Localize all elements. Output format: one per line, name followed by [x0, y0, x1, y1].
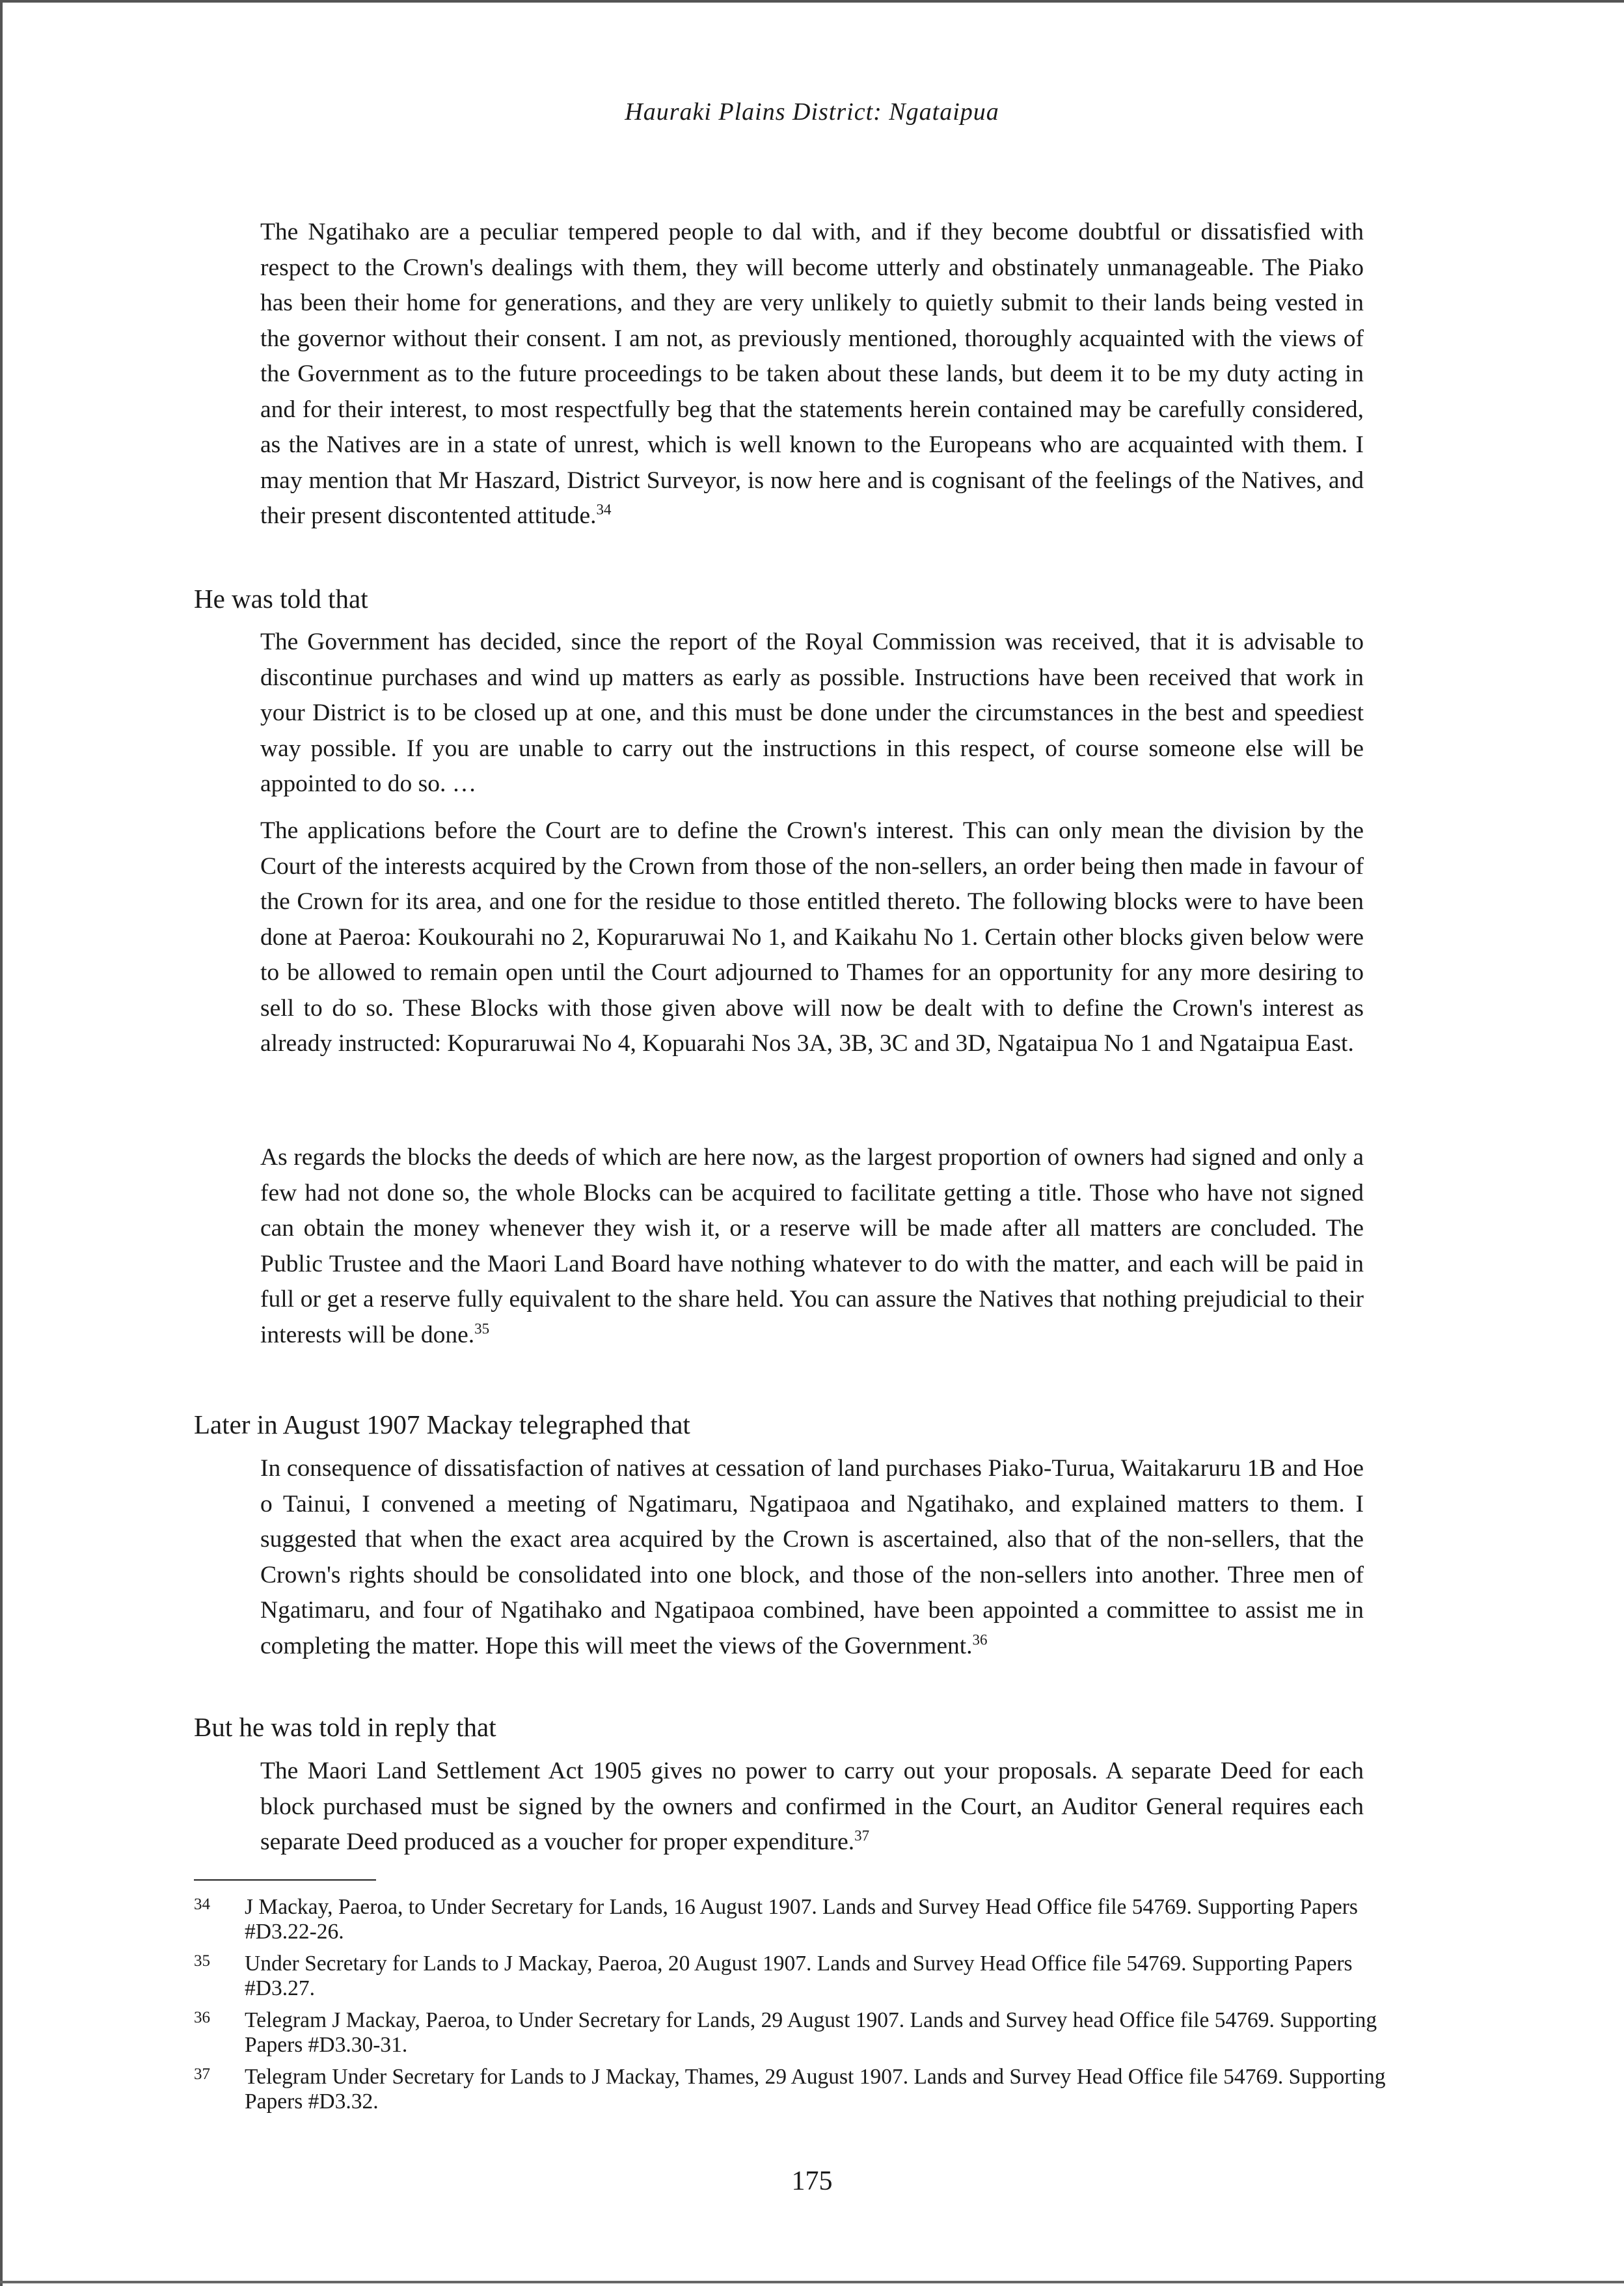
page-number: 175	[791, 2166, 833, 2196]
block-quote-4-text: The Maori Land Settlement Act 1905 gives no power to carry out your proposals. A separate Deed for each block purchased must be signed by the owners and confirmed in the Court, an Auditor General requires each separate Deed produced as a voucher for proper expenditure.	[260, 1758, 1364, 1855]
block-quote-3-text: In consequence of dissatisfaction of natives at cessation of land purchases Piako-Turua, Waitakaruru 1B and Hoe o Tainui, I convened a meeting of Ngatimaru, Ngatipaoa and Ngatihako, and explained matters to them. I suggested that when the exact area acquired by the Crown is ascertained, also that of the non-sellers, that the Crown's rights should be consolidated into one block, and those of the non-sellers into another. Three men of Ngatimaru, and four of Ngatihako and Ngatipaoa combined, have been appointed a committee to assist me in completing the matter. Hope this will meet the views of the Government.	[260, 1455, 1364, 1659]
footnote-number: 35	[194, 1952, 210, 1970]
footnote-number: 37	[194, 2065, 210, 2083]
block-quote-1	[260, 215, 1364, 534]
footnote-text: Under Secretary for Lands to J Mackay, Paeroa, 20 August 1907. Lands and Survey Head Office file 54769. Supporting Papers #D3.27.	[245, 1952, 1353, 2000]
block-quote-4	[260, 1754, 1364, 1860]
scan-edge-bottom	[0, 2281, 1624, 2283]
footnote-ref-37[interactable]: 37	[854, 1827, 870, 1844]
block-quote-2a	[260, 625, 1364, 802]
lead-in-1: He was told that	[194, 584, 368, 614]
scan-edge-top	[0, 0, 1624, 3]
running-head: Hauraki Plains District: Ngataipua	[625, 98, 999, 126]
footnote-text: Telegram J Mackay, Paeroa, to Under Secretary for Lands, 29 August 1907. Lands and Survey head Office file 54769. Supporting Papers #D3.30-31.	[245, 2008, 1377, 2057]
footnote-ref-36[interactable]: 36	[972, 1631, 988, 1648]
footnote-text: J Mackay, Paeroa, to Under Secretary for Lands, 16 August 1907. Lands and Survey Head Office file 54769. Supporting Papers #D3.22-26.	[245, 1895, 1358, 1944]
footnote-number: 34	[194, 1896, 210, 1913]
block-quote-3	[260, 1451, 1364, 1664]
block-quote-2c-text: As regards the blocks the deeds of which are here now, as the largest proportion of owners had signed and only a few had not done so, the whole Blocks can be acquired to facilitate getting a title. Those who have not signed can obtain the money whenever they wish it, or a reserve will be made after all matters are concluded. The Public Trustee and the Maori Land Board have nothing whatever to do with the matter, and each will be paid in full or get a reserve fully equivalent to the share held. You can assure the Natives that nothing prejudicial to their interests will be done.	[260, 1144, 1364, 1348]
lead-in-2: Later in August 1907 Mackay telegraphed that	[194, 1409, 690, 1439]
footnote-text: Telegram Under Secretary for Lands to J Mackay, Thames, 29 August 1907. Lands and Survey Head Office file 54769. Supporting Papers #D3.32.	[245, 2065, 1386, 2114]
block-quote-2a-text: The Government has decided, since the report of the Royal Commission was received, that it is advisable to discontinue purchases and wind up matters as early as possible. Instructions have been received that work in your District is to be closed up at one, and this must be done under the circumstances in the best and speediest way possible. If you are unable to carry out the instructions in this respect, of course someone else will be appointed to do so. …	[260, 629, 1364, 797]
lead-in-3: But he was told in reply that	[194, 1712, 496, 1742]
scan-edge-left	[0, 0, 3, 2286]
footnote-ref-35[interactable]: 35	[474, 1320, 490, 1337]
footnote-divider	[194, 1879, 376, 1881]
block-quote-2b-text: The applications before the Court are to define the Crown's interest. This can only mean the division by the Court of the interests acquired by the Crown from those of the non-sellers, an order being then made in favour of the Crown for its area, and one for the residue to those entitled thereto. The following blocks were to have been done at Paeroa: Koukourahi no 2, Kopuraruwai No 1, and Kaikahu No 1. Certain other blocks given below were to be allowed to remain open until the Court adjourned to Thames for an opportunity for any more desiring to sell to do so. These Blocks with those given above will now be dealt with to define the Crown's interest as already instructed: Kopuraruwai No 4, Kopuarahi Nos 3A, 3B, 3C and 3D, Ngataipua No 1 and Ngataipua East.	[260, 817, 1364, 1057]
block-quote-2c	[260, 1140, 1364, 1353]
footnote-number: 36	[194, 2009, 210, 2026]
block-quote-1-text: The Ngatihako are a peculiar tempered people to dal with, and if they become doubtful or dissatisfied with respect to the Crown's dealings with them, they will become utterly and obstinately unmanageable. The Piako has been their home for generations, and they are very unlikely to quietly submit to their lands being vested in the governor without their consent. I am not, as previously mentioned, thoroughly acquainted with the views of the Government as to the future proceedings to be taken about these lands, but deem it to be my duty acting in and for their interest, to most respectfully beg that the statements herein contained may be carefully considered, as the Natives are in a state of unrest, which is well known to the Europeans who are acquainted with them. I may mention that Mr Haszard, District Surveyor, is now here and is cognisant of the feelings of the Natives, and their present discontented attitude.	[260, 219, 1364, 529]
block-quote-2b	[260, 813, 1364, 1062]
footnote-ref-34[interactable]: 34	[596, 501, 612, 518]
